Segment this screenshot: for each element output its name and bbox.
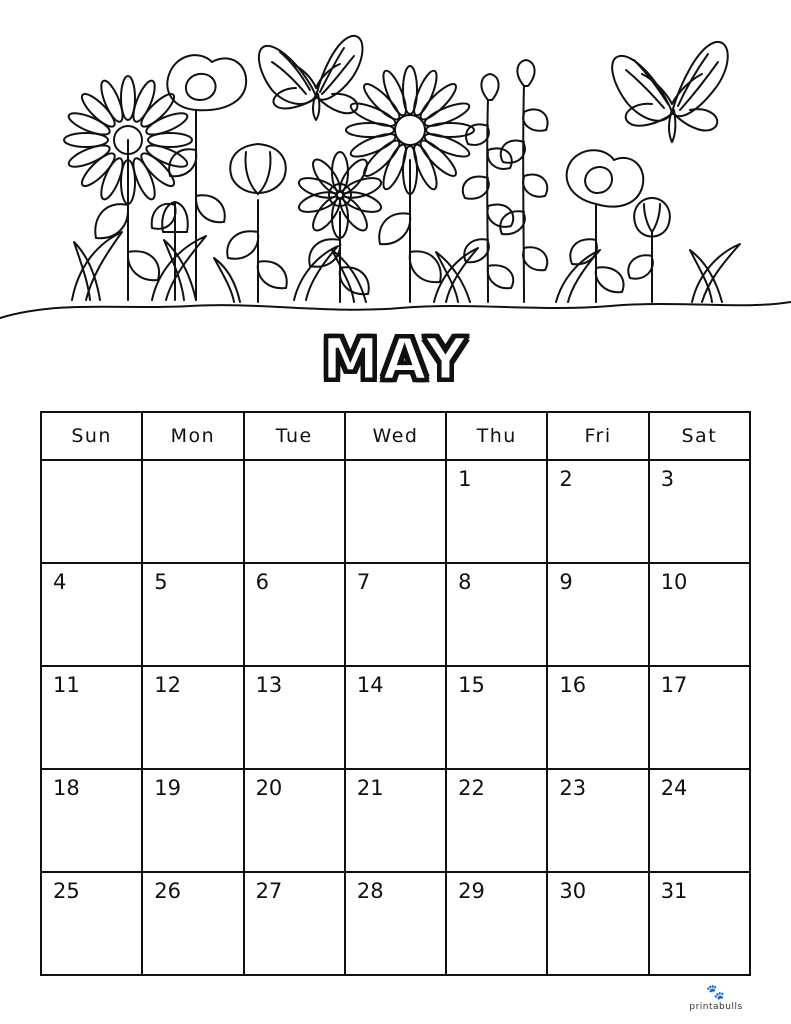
day-cell[interactable] bbox=[346, 461, 447, 564]
day-cell[interactable] bbox=[245, 873, 346, 976]
day-number: 25 bbox=[53, 879, 80, 903]
day-number: 11 bbox=[53, 673, 80, 697]
bellflower-stem bbox=[463, 74, 513, 302]
day-cell[interactable] bbox=[42, 461, 143, 564]
weekday-header-cell-tue bbox=[245, 413, 346, 461]
brand-footer bbox=[671, 985, 761, 1012]
day-cell[interactable] bbox=[650, 667, 751, 770]
butterfly-left bbox=[259, 36, 363, 120]
day-number: 8 bbox=[458, 570, 472, 594]
day-cell[interactable] bbox=[346, 873, 447, 976]
daisy-flower bbox=[346, 66, 474, 302]
weekday-label: Sat bbox=[681, 425, 718, 447]
day-number: 9 bbox=[559, 570, 573, 594]
day-cell[interactable] bbox=[548, 461, 649, 564]
weekday-header-cell-sun bbox=[42, 413, 143, 461]
day-cell[interactable] bbox=[548, 564, 649, 667]
floral-illustration bbox=[0, 0, 791, 340]
day-number: 15 bbox=[458, 673, 485, 697]
day-cell[interactable] bbox=[143, 564, 244, 667]
day-number: 13 bbox=[255, 673, 283, 697]
day-cell[interactable] bbox=[650, 770, 751, 873]
day-cell[interactable] bbox=[245, 461, 346, 564]
weekday-label: Fri bbox=[584, 425, 612, 447]
day-cell[interactable] bbox=[447, 667, 548, 770]
weekday-header-row bbox=[42, 413, 751, 461]
week-row bbox=[42, 564, 751, 667]
day-number: 6 bbox=[255, 570, 269, 594]
tulip-flower bbox=[227, 144, 287, 302]
week-row bbox=[42, 667, 751, 770]
day-number: 28 bbox=[356, 879, 384, 903]
day-number: 31 bbox=[660, 879, 688, 903]
day-cell[interactable] bbox=[447, 564, 548, 667]
day-number: 29 bbox=[458, 879, 485, 903]
week-row bbox=[42, 461, 751, 564]
day-cell[interactable] bbox=[143, 873, 244, 976]
weekday-label: Thu bbox=[476, 425, 517, 447]
day-cell[interactable] bbox=[447, 461, 548, 564]
brand-name: printabulls bbox=[689, 1002, 743, 1012]
day-cell[interactable] bbox=[42, 873, 143, 976]
weekday-header-cell-fri bbox=[548, 413, 649, 461]
weekday-header-cell-sat bbox=[650, 413, 751, 461]
weekday-header-cell-mon bbox=[143, 413, 244, 461]
weekday-header-cell-wed bbox=[346, 413, 447, 461]
day-number: 10 bbox=[660, 570, 688, 594]
day-cell[interactable] bbox=[548, 770, 649, 873]
day-cell[interactable] bbox=[650, 461, 751, 564]
day-cell[interactable] bbox=[548, 873, 649, 976]
day-number: 4 bbox=[53, 570, 67, 594]
day-cell[interactable] bbox=[650, 564, 751, 667]
day-cell[interactable] bbox=[42, 770, 143, 873]
day-number: 5 bbox=[154, 570, 168, 594]
page-title: MAY bbox=[321, 325, 470, 393]
day-cell[interactable] bbox=[245, 667, 346, 770]
bellflower-stem bbox=[500, 60, 547, 302]
day-cell[interactable] bbox=[346, 770, 447, 873]
weekday-label: Tue bbox=[275, 425, 313, 447]
day-number: 12 bbox=[154, 673, 182, 697]
day-cell[interactable] bbox=[548, 667, 649, 770]
weekday-label: Wed bbox=[372, 425, 419, 447]
grass-blades bbox=[72, 232, 740, 302]
day-cell[interactable] bbox=[346, 667, 447, 770]
day-cell[interactable] bbox=[42, 667, 143, 770]
day-number: 20 bbox=[255, 776, 283, 800]
ground-line bbox=[0, 302, 791, 318]
calendar-grid bbox=[40, 411, 751, 976]
day-number: 16 bbox=[559, 673, 587, 697]
day-cell[interactable] bbox=[447, 770, 548, 873]
day-cell[interactable] bbox=[143, 461, 244, 564]
day-cell[interactable] bbox=[447, 873, 548, 976]
day-number: 23 bbox=[559, 776, 587, 800]
day-number: 3 bbox=[660, 467, 675, 491]
weekday-header-cell-thu bbox=[447, 413, 548, 461]
day-number: 27 bbox=[255, 879, 283, 903]
tulip-flower bbox=[628, 198, 670, 302]
day-cell[interactable] bbox=[143, 770, 244, 873]
weekday-label: Mon bbox=[170, 425, 216, 447]
day-number: 17 bbox=[660, 673, 688, 697]
day-cell[interactable] bbox=[650, 873, 751, 976]
day-number: 18 bbox=[53, 776, 80, 800]
day-number: 30 bbox=[559, 879, 587, 903]
day-number: 24 bbox=[660, 776, 688, 800]
day-cell[interactable] bbox=[245, 770, 346, 873]
day-number: 22 bbox=[458, 776, 485, 800]
day-cell[interactable] bbox=[245, 564, 346, 667]
day-number: 2 bbox=[559, 467, 573, 491]
day-cell[interactable] bbox=[143, 667, 244, 770]
day-number: 14 bbox=[356, 673, 384, 697]
day-cell[interactable] bbox=[346, 564, 447, 667]
day-number: 19 bbox=[154, 776, 182, 800]
week-row bbox=[42, 873, 751, 976]
weekday-label: Sun bbox=[71, 425, 112, 447]
butterfly-right bbox=[612, 42, 728, 142]
week-row bbox=[42, 770, 751, 873]
day-number: 26 bbox=[154, 879, 182, 903]
day-number: 7 bbox=[356, 570, 371, 594]
day-number: 21 bbox=[356, 776, 384, 800]
month-title-container bbox=[0, 325, 791, 393]
day-cell[interactable] bbox=[42, 564, 143, 667]
bull-logo-icon: 🐾 bbox=[706, 984, 726, 1001]
day-number: 1 bbox=[458, 467, 472, 491]
